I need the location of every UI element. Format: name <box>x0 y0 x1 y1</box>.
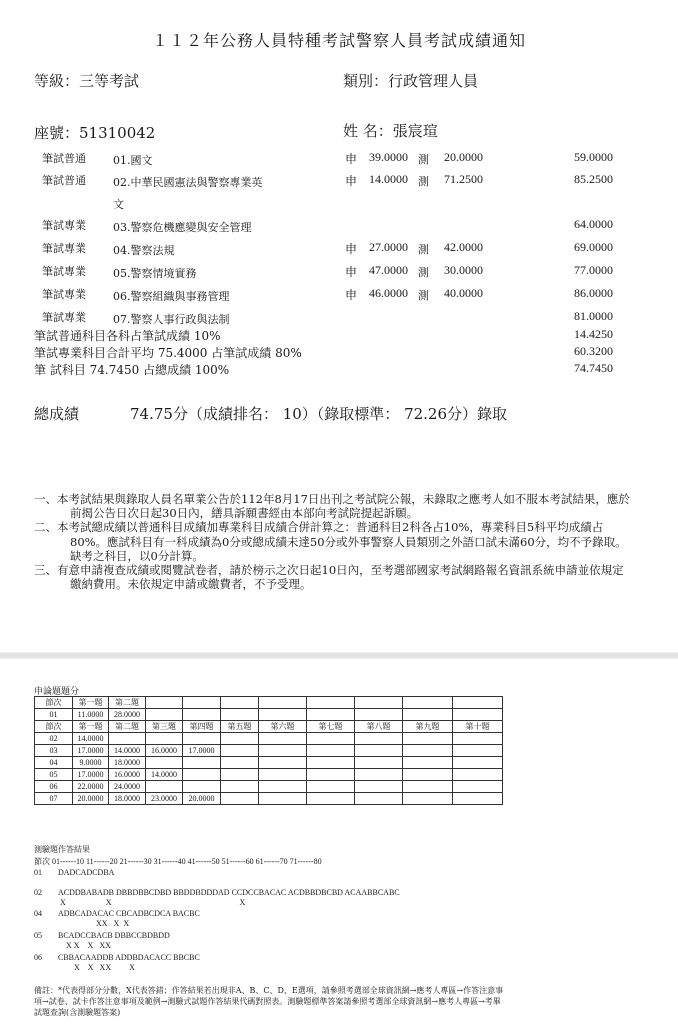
mc-answers: ACDDBABADB DBBDBBCDBD BBDDBDDDAD CCDCCBACAC ACDBBDBCBD ACAABBCABC <box>58 888 400 897</box>
table-row: 07 20.0000 18.0000 23.0000 20.0000 <box>35 793 503 805</box>
mc-wrong-marks: XX X X <box>58 919 130 928</box>
total-score-text: 74.75分（成績排名： 10）（錄取標準： 72.26分）錄取 <box>130 405 508 423</box>
subject-score: 69.0000 <box>574 240 613 254</box>
essay-score: 47.0000 <box>369 263 408 277</box>
essay-score-table <box>34 696 503 805</box>
essay-mark: 申 <box>345 152 358 166</box>
subject-name: 03.警察危機應變與安全管理 <box>113 221 252 234</box>
test-score: 30.0000 <box>444 263 483 277</box>
test-score: 20.0000 <box>444 150 483 164</box>
professional-weight-value: 60.3200 <box>574 344 613 358</box>
subject-type: 筆試普通 <box>42 174 86 187</box>
professional-weight-label: 筆試專業科目合計平均 75.4000 占筆試成績 80% <box>34 346 302 360</box>
seat-number: 座號：51310042 <box>34 124 156 142</box>
test-mark: 測 <box>418 266 429 279</box>
subject-type: 筆試專業 <box>42 288 86 301</box>
subject-name: 01.國文 <box>113 154 153 167</box>
subject-score: 59.0000 <box>574 150 613 164</box>
table-row: 02 14.0000 <box>35 733 503 745</box>
mc-header: 節次 01------10 11------20 21------30 31------40 41------50 51------60 61------70 71------80 <box>34 857 322 866</box>
table-header-row: 節次 第一題 第二題 <box>35 697 503 709</box>
essay-score: 39.0000 <box>369 150 408 164</box>
subject-type: 筆試專業 <box>42 311 86 324</box>
essay-score: 14.0000 <box>369 172 408 186</box>
subject-score: 81.0000 <box>574 309 613 323</box>
mc-section: 06 <box>34 953 42 962</box>
test-mark: 測 <box>418 243 429 256</box>
table-row: 06 22.0000 24.0000 <box>35 781 503 793</box>
subject-score: 86.0000 <box>574 286 613 300</box>
general-weight-value: 14.4250 <box>574 327 613 341</box>
table-header-row: 節次 第一題 第二題 第三題 第四題 第五題 第六題 第七題 第八題 第九題 第十題 <box>35 721 503 733</box>
test-mark: 測 <box>418 153 429 166</box>
subject-score: 85.2500 <box>574 172 613 186</box>
essay-mark: 申 <box>345 265 358 279</box>
mc-wrong-marks: X X X XX <box>58 941 111 950</box>
mc-title: 測驗題作答結果 <box>34 845 90 854</box>
mc-section: 01 <box>34 868 42 877</box>
subject-type: 筆試專業 <box>42 219 86 232</box>
table-row: 01 11.0000 28.0000 <box>35 709 503 721</box>
notes <box>34 492 634 591</box>
mc-answers: BCADCCBACB DBBCCBDBDD <box>58 931 170 940</box>
subject-name: 02.中華民國憲法與警察專業英 <box>113 176 263 189</box>
table-row: 05 17.0000 16.0000 14.0000 <box>35 769 503 781</box>
mc-wrong-marks: X X X <box>58 898 246 907</box>
test-score: 71.2500 <box>444 172 483 186</box>
subject-score: 64.0000 <box>574 217 613 231</box>
page-title: １１２年公務人員特種考試警察人員考試成績通知 <box>151 31 526 50</box>
written-total-value: 74.7450 <box>574 361 613 375</box>
mc-answers: ADBCADACAC CBCADBCDCA BACBC <box>58 909 200 918</box>
exam-category: 類別：行政管理人員 <box>343 72 479 90</box>
subject-name: 05.警察情境實務 <box>113 267 197 280</box>
essay-mark: 申 <box>345 174 358 188</box>
mc-section: 04 <box>34 909 42 918</box>
essay-score: 46.0000 <box>369 286 408 300</box>
written-total-label: 筆 試科目 74.7450 占總成績 100% <box>34 363 230 377</box>
remarks: 備註：*代表得部分分數，X代表答錯；作答結果若出現非A、B、C、D、E選項，請參照考選部全球資訊網→應考人專區→作答注意事項→試卷、試卡作答注意事項及範例→測驗式試題作答結果代碼對照表。測驗題標準答案請參照考選部全球資訊網→應考人專區→考畢試題查詢(含測驗題答案) <box>34 986 504 1017</box>
test-score: 40.0000 <box>444 286 483 300</box>
mc-section: 02 <box>34 888 42 897</box>
mc-section: 05 <box>34 931 42 940</box>
test-score: 42.0000 <box>444 240 483 254</box>
note-item: 三、有意申請複查成績或閱覽試卷者，請於榜示之次日起10日內，至考選部國家考試網路報名資訊系統申請並依規定繳納費用。未依規定申請或繳費者，不予受理。 <box>34 563 624 592</box>
essay-mark: 申 <box>345 288 358 302</box>
mc-wrong-marks: X X XX X <box>58 963 135 972</box>
page-divider <box>0 652 678 659</box>
general-weight-label: 筆試普通科目各科占筆試成績 10% <box>34 329 221 343</box>
subject-name-continued: 文 <box>113 198 124 211</box>
subject-score: 77.0000 <box>574 263 613 277</box>
subject-type: 筆試專業 <box>42 242 86 255</box>
essay-score: 27.0000 <box>369 240 408 254</box>
test-mark: 測 <box>418 175 429 188</box>
subject-name: 04.警察法規 <box>113 244 175 257</box>
note-item: 一、本考試結果與錄取人員名單業公告於112年8月17日出刊之考試院公報，未錄取之應考人如不服本考試結果，應於前揭公告日次日起30日內，繕具訴願書經由本部向考試院提起訴願。 <box>34 492 630 521</box>
mc-answers: CBBACAADDB ADDBDACACC BBCBC <box>58 953 200 962</box>
table-row: 04 9.0000 18.0000 <box>35 757 503 769</box>
subject-type: 筆試普通 <box>42 152 86 165</box>
test-mark: 測 <box>418 289 429 302</box>
subject-name: 06.警察組織與事務管理 <box>113 290 230 303</box>
candidate-name: 姓 名：張宸瑄 <box>343 122 438 140</box>
mc-answers: DADCADCDBA <box>58 868 115 877</box>
essay-table-title: 申論題題分 <box>34 687 80 697</box>
total-score-label: 總成績 <box>34 405 80 423</box>
subject-type: 筆試專業 <box>42 265 86 278</box>
essay-mark: 申 <box>345 242 358 256</box>
table-row: 03 17.0000 14.0000 16.0000 17.0000 <box>35 745 503 757</box>
subject-name: 07.警察人事行政與法制 <box>113 313 230 326</box>
exam-grade: 等級：三等考試 <box>34 72 140 90</box>
note-item: 二、本考試總成績以普通科目成績加專業科目成績合併計算之：普通科目2科各占10%，專業科目5科平均成績占80%。應試科目有一科成績為0分或總成績未達50分或外事警察人員類別之外語口試未滿60分，均不予錄取。缺考之科目，以0分計算。 <box>34 520 627 563</box>
